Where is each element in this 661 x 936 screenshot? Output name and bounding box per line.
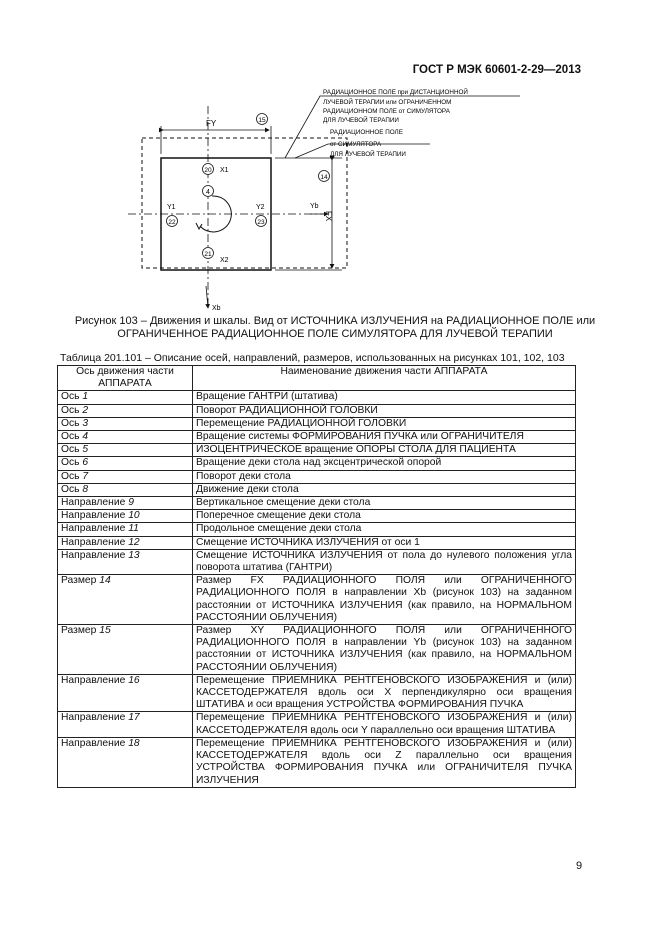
radiation-field-note: РАДИАЦИОННОЕ ПОЛЕ при ДИСТАНЦИОННОЙ ЛУЧЕВОЙ ТЕРАПИИ или ОГРАНИЧЕННОМ РАДИАЦИОННОМ ПОЛЕ от СИМУЛЯТОРА ДЛЯ ЛУЧЕВОЙ ТЕРАПИИ	[323, 89, 468, 124]
x2-label: X2	[220, 257, 229, 264]
axis-prefix: Направление	[61, 510, 126, 522]
table-row	[58, 737, 576, 787]
description-cell: Перемещение ПРИЕМНИКА РЕНТГЕНОВСКОГО ИЗОБРАЖЕНИЯ и (или) КАССЕТОДЕРЖАТЕЛЯ вдоль оси X перпендикулярно оси вращения ШТАТИВА и оси вращения УСТРОЙСТВА ФОРМИРОВАНИЯ ПУЧКА	[193, 674, 576, 712]
axis-cell	[58, 737, 193, 787]
header-description: Наименование движения части АППАРАТА	[193, 366, 576, 391]
axis-number: 2	[82, 404, 89, 416]
svg-text:15: 15	[258, 117, 266, 124]
description-cell: Вращение ГАНТРИ (штатива)	[193, 391, 576, 404]
table-row	[58, 444, 576, 457]
description-cell: Смещение ИСТОЧНИКА ИЗЛУЧЕНИЯ от пола до нулевого положения угла поворота штатива (ГАНТРИ)	[193, 549, 576, 574]
svg-text:21: 21	[204, 251, 212, 258]
y2-label: Y2	[256, 204, 265, 211]
callout-20	[203, 164, 214, 175]
axis-number: 9	[128, 497, 134, 509]
callout-4	[203, 186, 214, 197]
axis-prefix: Направление	[61, 523, 126, 535]
svg-text:20: 20	[204, 167, 212, 174]
table-row	[58, 523, 576, 536]
axis-number: 17	[128, 712, 140, 724]
description-cell: Перемещение ПРИЕМНИКА РЕНТГЕНОВСКОГО ИЗОБРАЖЕНИЯ и (или) КАССЕТОДЕРЖАТЕЛЯ вдоль оси Y параллельно оси вращения ШТАТИВА	[193, 712, 576, 737]
axis-number: 18	[128, 737, 140, 749]
description-cell: Поворот РАДИАЦИОННОЙ ГОЛОВКИ	[193, 404, 576, 417]
description-cell: Смещение ИСТОЧНИКА ИЗЛУЧЕНИЯ от оси 1	[193, 536, 576, 549]
axis-prefix: Ось	[61, 391, 80, 403]
axis-prefix: Направление	[61, 497, 126, 509]
axis-number: 6	[82, 457, 89, 469]
yb-label: Yb	[310, 203, 319, 210]
simulator-field-note: РАДИАЦИОННОЕ ПОЛЕ от СИМУЛЯТОРА ДЛЯ ЛУЧЕВОЙ ТЕРАПИИ	[330, 129, 406, 158]
axis-number: 1	[82, 391, 89, 403]
callout-23	[256, 216, 267, 227]
axis-prefix: Размер	[61, 625, 97, 637]
description-cell: Вертикальное смещение деки стола	[193, 497, 576, 510]
axis-cell	[58, 431, 193, 444]
axis-number: 4	[82, 431, 89, 443]
x1-label: X1	[220, 167, 229, 174]
axis-number: 10	[128, 510, 140, 522]
table-title: Таблица 201.101 – Описание осей, направлений, размеров, использованных на рисунках 101, 102, 103	[60, 352, 565, 364]
axis-cell	[58, 674, 193, 712]
axis-number: 11	[128, 523, 139, 535]
table-header-row	[58, 366, 576, 391]
axis-prefix: Ось	[61, 431, 80, 443]
page-number: 9	[576, 860, 583, 872]
table-row	[58, 674, 576, 712]
standard-designation: ГОСТ Р МЭК 60601-2-29—2013	[412, 64, 581, 76]
description-cell: Поворот деки стола	[193, 470, 576, 483]
axis-prefix: Ось	[61, 470, 80, 482]
table-row	[58, 391, 576, 404]
axis-cell	[58, 712, 193, 737]
table-row	[58, 470, 576, 483]
axis-prefix: Ось	[61, 444, 80, 456]
axis-prefix: Ось	[61, 417, 80, 429]
axis-cell	[58, 625, 193, 675]
diagram-svg	[120, 86, 540, 316]
table-row	[58, 712, 576, 737]
table-row	[58, 404, 576, 417]
callout-21	[203, 248, 214, 259]
axis-number: 15	[99, 625, 111, 637]
axis-cell	[58, 417, 193, 430]
axis-cell	[58, 497, 193, 510]
axis-cell	[58, 483, 193, 496]
axis-prefix: Ось	[61, 404, 80, 416]
axis-prefix: Направление	[61, 549, 126, 561]
axis-prefix: Направление	[61, 737, 126, 749]
axis-cell	[58, 444, 193, 457]
description-cell: ИЗОЦЕНТРИЧЕСКОЕ вращение ОПОРЫ СТОЛА ДЛЯ ПАЦИЕНТА	[193, 444, 576, 457]
axes-table	[57, 365, 576, 788]
axis-number: 3	[82, 417, 89, 429]
axis-prefix: Направление	[61, 674, 126, 686]
axis-cell	[58, 536, 193, 549]
y1-label: Y1	[167, 204, 176, 211]
axis-cell	[58, 523, 193, 536]
description-cell: Вращение деки стола над эксцентрической опорой	[193, 457, 576, 470]
axis-number: 13	[128, 549, 140, 561]
description-cell: Размер XY РАДИАЦИОННОГО ПОЛЯ или ОГРАНИЧЕННОГО РАДИАЦИОННОГО ПОЛЯ в направлении Yb (рисунок 103) на заданном расстоянии от ИСТОЧНИКА ИЗЛУЧЕНИЯ (как правило, на НОРМАЛЬНОМ РАССТОЯНИИ ОБЛУЧЕНИЯ)	[193, 625, 576, 675]
table-row	[58, 483, 576, 496]
table-row	[58, 417, 576, 430]
axis-prefix: Направление	[61, 712, 126, 724]
table-row	[58, 625, 576, 675]
caption-line-2: ОГРАНИЧЕННОЕ РАДИАЦИОННОЕ ПОЛЕ СИМУЛЯТОРА ДЛЯ ЛУЧЕВОЙ ТЕРАПИИ	[117, 328, 553, 340]
table-row	[58, 497, 576, 510]
table-row	[58, 575, 576, 625]
axis-number: 16	[128, 674, 140, 686]
fy-label: FY	[206, 119, 217, 128]
axis-number: 8	[82, 483, 89, 495]
table-row	[58, 536, 576, 549]
table-row	[58, 457, 576, 470]
fx-label: FX	[324, 211, 333, 222]
description-cell: Перемещение РАДИАЦИОННОЙ ГОЛОВКИ	[193, 417, 576, 430]
axis-prefix: Направление	[61, 536, 126, 548]
svg-text:22: 22	[168, 219, 176, 226]
axis-number: 7	[82, 470, 89, 482]
caption-line-1: Рисунок 103 – Движения и шкалы. Вид от ИСТОЧНИКА ИЗЛУЧЕНИЯ на РАДИАЦИОННОЕ ПОЛЕ или	[74, 315, 596, 327]
axis-cell	[58, 510, 193, 523]
figure-caption	[40, 315, 630, 341]
callout-22	[167, 216, 178, 227]
figure-103	[120, 86, 540, 316]
axis-cell	[58, 457, 193, 470]
axis-number: 12	[128, 536, 140, 548]
callout-15	[257, 114, 268, 125]
axis-cell	[58, 549, 193, 574]
xb-label: Xb	[212, 305, 221, 312]
description-cell: Перемещение ПРИЕМНИКА РЕНТГЕНОВСКОГО ИЗОБРАЖЕНИЯ и (или) КАССЕТОДЕРЖАТЕЛЯ вдоль оси Z параллельно оси вращения УСТРОЙСТВА ФОРМИРОВАНИЯ ПУЧКА или ОГРАНИЧИТЕЛЯ ПУЧКА ИЗЛУЧЕНИЯ	[193, 737, 576, 787]
axis-number: 14	[99, 575, 111, 587]
axis-cell	[58, 391, 193, 404]
svg-text:4: 4	[206, 189, 210, 196]
description-cell: Поперечное смещение деки стола	[193, 510, 576, 523]
axis-number: 5	[82, 444, 89, 456]
axis-prefix: Ось	[61, 457, 80, 469]
svg-text:23: 23	[257, 219, 265, 226]
description-cell: Размер FX РАДИАЦИОННОГО ПОЛЯ или ОГРАНИЧЕННОГО РАДИАЦИОННОГО ПОЛЯ в направлении Xb (рисунок 103) на заданном расстоянии от ИСТОЧНИКА ИЗЛУЧЕНИЯ (как правило, на НОРМАЛЬНОМ РАССТОЯНИИ ОБЛУЧЕНИЯ)	[193, 575, 576, 625]
header-axis: Ось движения части АППАРАТА	[58, 366, 193, 391]
svg-text:14: 14	[320, 174, 328, 181]
axis-prefix: Ось	[61, 483, 80, 495]
table-row	[58, 431, 576, 444]
axis-cell	[58, 404, 193, 417]
description-cell: Вращение системы ФОРМИРОВАНИЯ ПУЧКА или ОГРАНИЧИТЕЛЯ	[193, 431, 576, 444]
axis-cell	[58, 575, 193, 625]
description-cell: Движение деки стола	[193, 483, 576, 496]
table-row	[58, 549, 576, 574]
axis-prefix: Размер	[61, 575, 97, 587]
description-cell: Продольное смещение деки стола	[193, 523, 576, 536]
callout-14	[319, 171, 330, 182]
table-row	[58, 510, 576, 523]
axis-cell	[58, 470, 193, 483]
